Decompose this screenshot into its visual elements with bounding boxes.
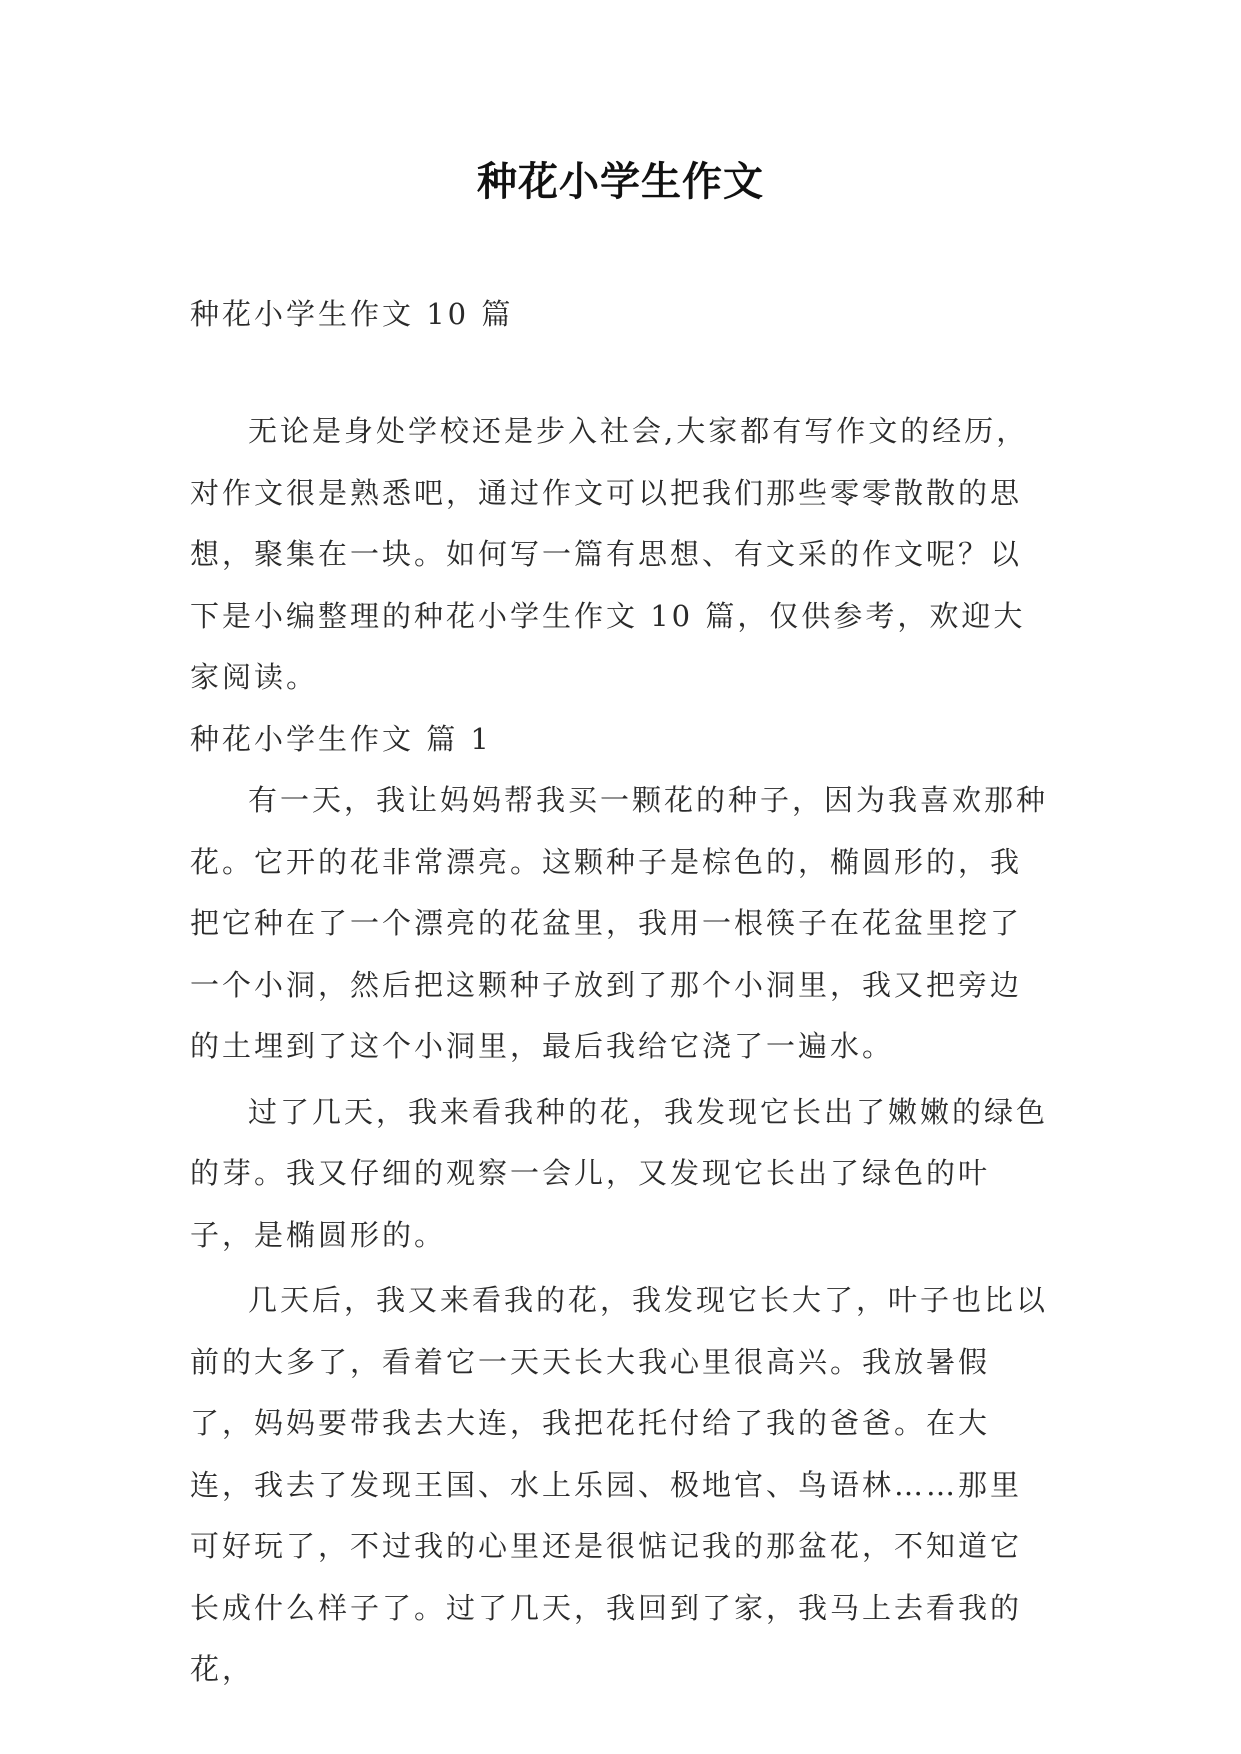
document-body bbox=[190, 401, 1050, 1701]
body-paragraph-2: 过了几天，我来看我种的花，我发现它长出了嫩嫩的绿色的芽。我又仔细的观察一会儿，又发现它长出了绿色的叶子，是椭圆形的。 bbox=[190, 1094, 1049, 1252]
document-title: 种花小学生作文 bbox=[477, 158, 764, 205]
body-paragraph-3: 几天后，我又来看我的花，我发现它长大了，叶子也比以前的大多了，看着它一天天长大我心里很高兴。我放暑假了，妈妈要带我去大连，我把花托付给了我的爸爸。在大连，我去了发现王国、水上乐园、极地官、鸟语林……那里可好玩了，不过我的心里还是很惦记我的那盆花，不知道它长成什么样子了。过了几天，我回到了家，我马上去看我的花， bbox=[190, 1283, 1049, 1686]
document-subtitle: 种花小学生作文 10 篇 bbox=[190, 297, 514, 331]
intro-paragraph: 无论是身处学校还是步入社会,大家都有写作文的经历，对作文很是熟悉吧，通过作文可以把我们那些零零散散的思想，聚集在一块。如何写一篇有思想、有文采的作文呢？以下是小编整理的种花小学生作文 10 篇，仅供参考，欢迎大家阅读。 bbox=[190, 414, 1029, 694]
section-heading: 种花小学生作文 篇 1 bbox=[190, 721, 492, 756]
body-paragraph-1: 有一天，我让妈妈帮我买一颗花的种子，因为我喜欢那种花。它开的花非常漂亮。这颗种子是棕色的，椭圆形的，我把它种在了一个漂亮的花盆里，我用一根筷子在花盆里挖了一个小洞，然后把这颗种子放到了那个小洞里，我又把旁边的土埋到了这个小洞里，最后我给它浇了一遍水。 bbox=[190, 783, 1049, 1063]
